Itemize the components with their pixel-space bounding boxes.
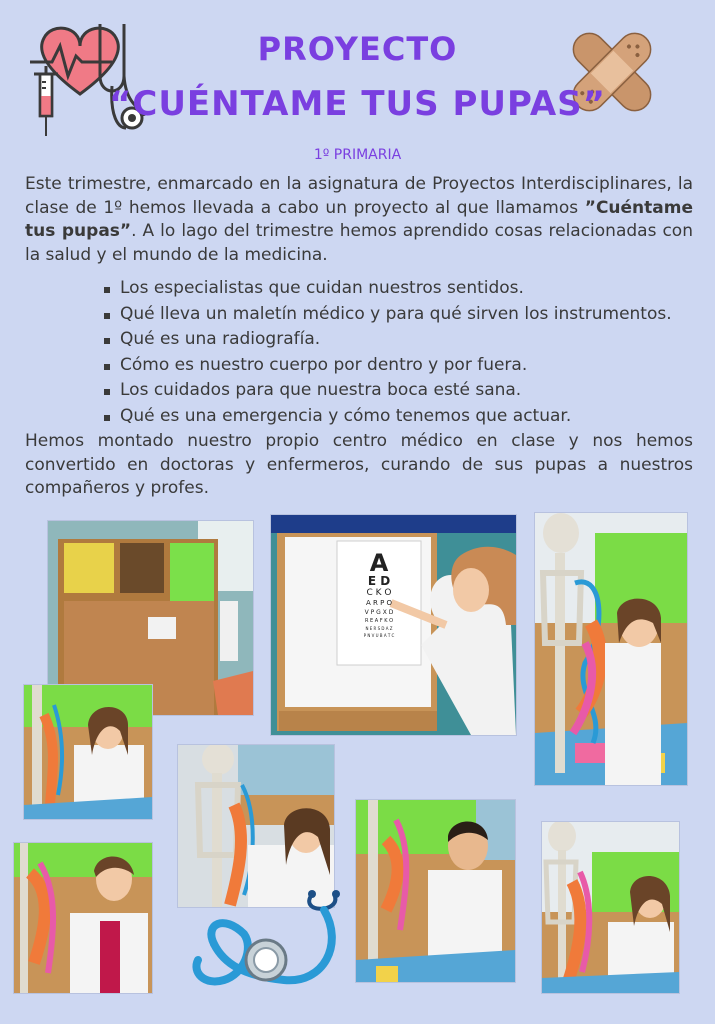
topic-item: Los especialistas que cuidan nuestros sentidos. bbox=[104, 276, 672, 302]
eye-chart-row: N E R S D A Z bbox=[365, 626, 393, 631]
topic-item: Qué lleva un maletín médico y para qué sirven los instrumentos. bbox=[104, 302, 672, 328]
eye-chart-row: R E A F K O bbox=[364, 618, 394, 624]
grade-label: 1º PRIMARIA bbox=[313, 147, 402, 163]
photo-boy-organs bbox=[13, 842, 153, 994]
title-line-1: PROYECTO bbox=[257, 30, 458, 68]
eye-chart-row: C K O bbox=[366, 588, 392, 598]
topic-item: Cómo es nuestro cuerpo por dentro y por fuera. bbox=[104, 353, 672, 379]
topic-item: Qué es una radiografía. bbox=[104, 327, 672, 353]
photo-girl-skeleton-right bbox=[541, 821, 680, 994]
intro-paragraph bbox=[25, 173, 693, 267]
topics-list bbox=[104, 276, 672, 429]
project-name: ”Cuéntame tus pupas” bbox=[25, 197, 693, 241]
eye-chart-row: V P G X D bbox=[364, 609, 394, 616]
topic-item: Los cuidados para que nuestra boca esté sana. bbox=[104, 378, 672, 404]
closing-paragraph: Hemos montado nuestro propio centro médico en clase y nos hemos convertido en doctoras y enfermeros, curando de sus pupas a nuestros compañeros y profes. bbox=[25, 431, 693, 498]
stethoscope-icon bbox=[184, 884, 354, 1002]
intro-text-end: . A lo lago del trimestre hemos aprendido cosas relacionadas con la salud y el mundo de la medicina. bbox=[25, 221, 693, 265]
eye-chart-row: E D bbox=[367, 574, 391, 588]
eye-chart bbox=[337, 551, 421, 639]
title-line-2: “CUÉNTAME TUS PUPAS” bbox=[109, 84, 606, 124]
eye-chart-row: P N V U B A T C bbox=[363, 633, 395, 638]
topic-item: Qué es una emergencia y cómo tenemos que actuar. bbox=[104, 404, 672, 430]
eye-chart-row: A bbox=[369, 549, 389, 577]
photo-boy-stethoscope bbox=[355, 799, 516, 983]
photo-eye-chart bbox=[270, 514, 517, 736]
eye-chart-row: A R P O bbox=[365, 599, 393, 607]
intro-text-start: Este trimestre, enmarcado en la asignatura de Proyectos Interdisciplinares, la clase de 1º hemos llevada a cabo un proyecto al que llamamos bbox=[25, 174, 693, 218]
photo-skeleton-girl bbox=[534, 512, 688, 786]
photo-stethoscope-girl bbox=[23, 684, 153, 820]
